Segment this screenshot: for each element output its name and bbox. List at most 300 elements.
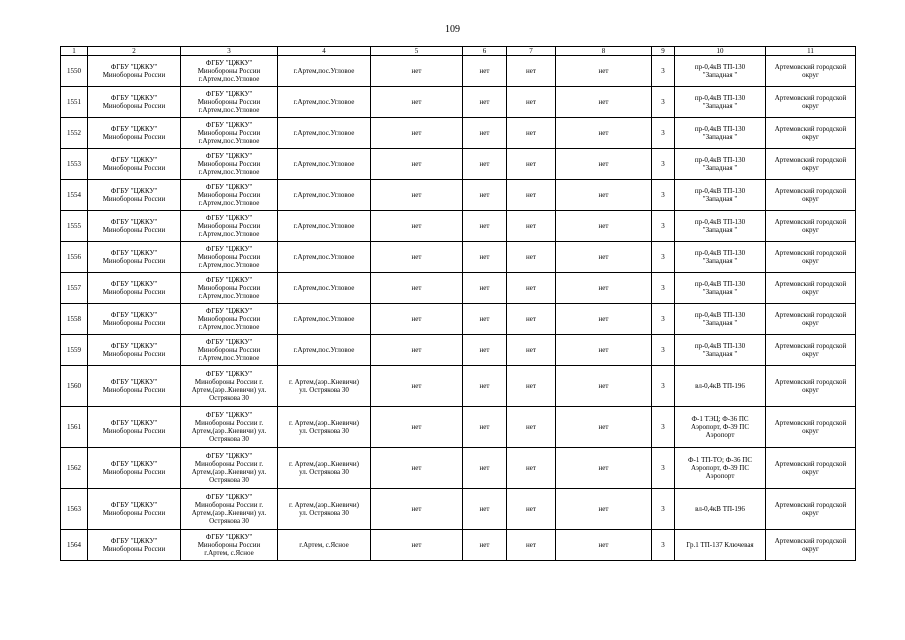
cell-owner (181, 304, 278, 335)
column-header: 1 (61, 47, 88, 56)
cell-col5: нет (371, 273, 463, 304)
cell-col6: нет (463, 118, 507, 149)
cell-col5: нет (371, 87, 463, 118)
table-row (61, 530, 856, 561)
cell-col8: нет (556, 180, 652, 211)
cell-address (278, 211, 371, 242)
cell-col7: нет (507, 489, 556, 530)
cell-owner-line: ФГБУ "ЦЖКУ" (205, 121, 253, 129)
cell-col7: нет (507, 87, 556, 118)
cell-organization-line: ФГБУ "ЦЖКУ" (110, 501, 158, 509)
cell-organization (88, 304, 181, 335)
cell-organization-line: Минобороны России (102, 468, 166, 476)
cell-owner (181, 335, 278, 366)
cell-organization-line: Минобороны России (102, 71, 166, 79)
cell-district-line: округ (802, 195, 819, 203)
cell-power-line (675, 87, 766, 118)
cell-owner-line: Минобороны России (197, 160, 261, 168)
cell-power-line (675, 273, 766, 304)
cell-owner-line: Минобороны России (197, 98, 261, 106)
cell-power-line-line: "Западная " (702, 226, 738, 234)
cell-power-line-line: "Западная " (702, 164, 738, 172)
cell-organization-line: ФГБУ "ЦЖКУ" (110, 311, 158, 319)
cell-owner-line: г.Артем,пос.Угловое (198, 75, 260, 83)
cell-address-line: г.Артем,пос.Угловое (293, 160, 355, 168)
cell-owner-line: Минобороны России (197, 253, 261, 261)
cell-organization-line: ФГБУ "ЦЖКУ" (110, 280, 158, 288)
cell-address (278, 530, 371, 561)
cell-district-line: округ (802, 164, 819, 172)
cell-power-line (675, 530, 766, 561)
cell-address-line: г.Артем, с.Ясное (299, 541, 349, 549)
cell-owner-line: ФГБУ "ЦЖКУ" (205, 90, 253, 98)
column-header: 4 (278, 47, 371, 56)
cell-organization (88, 149, 181, 180)
cell-address-line: ул. Острякова 30 (299, 468, 349, 476)
cell-number: 1554 (61, 180, 88, 211)
cell-district-line: Артемовский городской (774, 125, 847, 133)
cell-organization-line: Минобороны России (102, 319, 166, 327)
cell-col8: нет (556, 242, 652, 273)
cell-number: 1556 (61, 242, 88, 273)
cell-col7: нет (507, 273, 556, 304)
cell-owner-line: г.Артем,пос.Угловое (198, 292, 260, 300)
cell-owner-line: г.Артем,пос.Угловое (198, 168, 260, 176)
cell-power-line (675, 448, 766, 489)
cell-district-line: Артемовский городской (774, 280, 847, 288)
cell-number: 1560 (61, 366, 88, 407)
cell-col6: нет (463, 366, 507, 407)
table-row (61, 335, 856, 366)
cell-owner-line: Минобороны России (197, 129, 261, 137)
cell-owner-line: Острякова 30 (209, 517, 249, 525)
cell-address-line: ул. Острякова 30 (299, 386, 349, 394)
cell-owner (181, 242, 278, 273)
cell-organization-line: ФГБУ "ЦЖКУ" (110, 156, 158, 164)
cell-power-line-line: пр-0,4кВ ТП-130 (694, 249, 746, 257)
cell-organization (88, 335, 181, 366)
cell-col7: нет (507, 366, 556, 407)
cell-power-line-line: "Западная " (702, 195, 738, 203)
cell-owner-line: г.Артем,пос.Угловое (198, 261, 260, 269)
column-header: 6 (463, 47, 507, 56)
cell-power-line-line: Аэропорт, Ф-39 ПС (690, 423, 750, 431)
cell-owner-line: Острякова 30 (209, 476, 249, 484)
cell-address (278, 87, 371, 118)
cell-col9: 3 (652, 448, 675, 489)
cell-owner (181, 56, 278, 87)
cell-district-line: Артемовский городской (774, 63, 847, 71)
cell-power-line-line: пр-0,4кВ ТП-130 (694, 280, 746, 288)
cell-col5: нет (371, 180, 463, 211)
cell-col8: нет (556, 448, 652, 489)
table-body (61, 56, 856, 561)
cell-number: 1564 (61, 530, 88, 561)
cell-owner-line: ФГБУ "ЦЖКУ" (205, 276, 253, 284)
cell-power-line-line: вл-0,4кВ ТП-196 (695, 505, 745, 513)
cell-district (766, 304, 856, 335)
cell-district (766, 448, 856, 489)
header-row (61, 47, 856, 56)
cell-district (766, 87, 856, 118)
cell-organization (88, 530, 181, 561)
cell-organization-line: ФГБУ "ЦЖКУ" (110, 63, 158, 71)
cell-col9: 3 (652, 366, 675, 407)
cell-power-line (675, 56, 766, 87)
cell-organization (88, 118, 181, 149)
cell-organization-line: ФГБУ "ЦЖКУ" (110, 419, 158, 427)
cell-address (278, 407, 371, 448)
cell-address-line: г. Артем,(аэр..Кневичи) (288, 501, 359, 509)
cell-power-line-line: "Западная " (702, 133, 738, 141)
cell-col9: 3 (652, 304, 675, 335)
cell-col7: нет (507, 211, 556, 242)
cell-power-line (675, 366, 766, 407)
cell-owner-line: г.Артем,пос.Угловое (198, 354, 260, 362)
cell-organization (88, 489, 181, 530)
cell-organization-line: Минобороны России (102, 545, 166, 553)
column-header: 3 (181, 47, 278, 56)
cell-district-line: округ (802, 226, 819, 234)
cell-owner-line: Минобороны России г. (194, 460, 264, 468)
cell-power-line (675, 211, 766, 242)
cell-address-line: ул. Острякова 30 (299, 509, 349, 517)
table-row (61, 407, 856, 448)
cell-col6: нет (463, 180, 507, 211)
cell-owner-line: Минобороны России (197, 315, 261, 323)
cell-col7: нет (507, 448, 556, 489)
cell-col8: нет (556, 489, 652, 530)
cell-col7: нет (507, 304, 556, 335)
cell-col9: 3 (652, 489, 675, 530)
cell-district-line: округ (802, 133, 819, 141)
cell-col8: нет (556, 149, 652, 180)
cell-district-line: округ (802, 257, 819, 265)
cell-owner (181, 149, 278, 180)
cell-owner-line: Минобороны России (197, 284, 261, 292)
cell-col5: нет (371, 448, 463, 489)
cell-district-line: Артемовский городской (774, 249, 847, 257)
cell-organization-line: Минобороны России (102, 257, 166, 265)
cell-address (278, 489, 371, 530)
cell-organization-line: ФГБУ "ЦЖКУ" (110, 218, 158, 226)
cell-district-line: Артемовский городской (774, 311, 847, 319)
cell-district-line: Артемовский городской (774, 460, 847, 468)
cell-district (766, 242, 856, 273)
table-row (61, 87, 856, 118)
cell-address (278, 335, 371, 366)
table-row (61, 211, 856, 242)
cell-owner (181, 448, 278, 489)
cell-district-line: Артемовский городской (774, 187, 847, 195)
cell-organization-line: Минобороны России (102, 509, 166, 517)
cell-organization-line: Минобороны России (102, 195, 166, 203)
cell-owner-line: Минобороны России (197, 191, 261, 199)
cell-col5: нет (371, 211, 463, 242)
cell-district (766, 335, 856, 366)
cell-address (278, 56, 371, 87)
cell-organization-line: ФГБУ "ЦЖКУ" (110, 94, 158, 102)
cell-district-line: округ (802, 102, 819, 110)
cell-address (278, 273, 371, 304)
cell-organization (88, 366, 181, 407)
cell-power-line (675, 489, 766, 530)
cell-organization (88, 87, 181, 118)
cell-col9: 3 (652, 273, 675, 304)
cell-owner-line: ФГБУ "ЦЖКУ" (205, 245, 253, 253)
table-row (61, 448, 856, 489)
cell-district-line: Артемовский городской (774, 94, 847, 102)
cell-owner-line: Острякова 30 (209, 435, 249, 443)
cell-organization-line: ФГБУ "ЦЖКУ" (110, 249, 158, 257)
cell-power-line-line: Ф-1 ТЭЦ; Ф-36 ПС (691, 415, 749, 423)
cell-owner-line: г.Артем,пос.Угловое (198, 106, 260, 114)
cell-power-line-line: Гр.1 ТП-137 Ключевая (686, 541, 754, 549)
cell-district-line: округ (802, 509, 819, 517)
column-header: 8 (556, 47, 652, 56)
cell-col9: 3 (652, 335, 675, 366)
cell-power-line-line: "Западная " (702, 102, 738, 110)
cell-owner-line: Минобороны России (197, 541, 261, 549)
cell-address (278, 180, 371, 211)
cell-owner-line: г.Артем, с.Ясное (204, 549, 254, 557)
cell-power-line-line: Ф-1 ТП-ТО; Ф-36 ПС (687, 456, 753, 464)
column-header: 2 (88, 47, 181, 56)
cell-power-line-line: пр-0,4кВ ТП-130 (694, 187, 746, 195)
cell-power-line-line: пр-0,4кВ ТП-130 (694, 63, 746, 71)
cell-address (278, 149, 371, 180)
cell-number: 1550 (61, 56, 88, 87)
cell-col8: нет (556, 273, 652, 304)
cell-organization-line: Минобороны России (102, 427, 166, 435)
table-row (61, 180, 856, 211)
cell-organization-line: Минобороны России (102, 226, 166, 234)
column-header: 10 (675, 47, 766, 56)
cell-owner-line: Минобороны России (197, 67, 261, 75)
cell-number: 1558 (61, 304, 88, 335)
cell-organization (88, 273, 181, 304)
cell-address-line: г. Артем,(аэр..Кневичи) (288, 419, 359, 427)
table-row (61, 118, 856, 149)
cell-col8: нет (556, 407, 652, 448)
cell-district-line: Артемовский городской (774, 156, 847, 164)
cell-col7: нет (507, 242, 556, 273)
cell-district-line: Артемовский городской (774, 501, 847, 509)
cell-district-line: округ (802, 545, 819, 553)
cell-col6: нет (463, 407, 507, 448)
table-row (61, 56, 856, 87)
cell-col9: 3 (652, 407, 675, 448)
cell-owner-line: ФГБУ "ЦЖКУ" (205, 370, 253, 378)
cell-col6: нет (463, 242, 507, 273)
cell-col6: нет (463, 211, 507, 242)
cell-power-line-line: пр-0,4кВ ТП-130 (694, 218, 746, 226)
cell-organization-line: Минобороны России (102, 350, 166, 358)
cell-col9: 3 (652, 87, 675, 118)
cell-organization-line: Минобороны России (102, 288, 166, 296)
cell-col5: нет (371, 366, 463, 407)
cell-organization (88, 180, 181, 211)
cell-address-line: г.Артем,пос.Угловое (293, 222, 355, 230)
cell-address-line: г. Артем,(аэр..Кневичи) (288, 460, 359, 468)
cell-power-line-line: "Западная " (702, 71, 738, 79)
cell-owner-line: Артем,(аэр..Кневичи) ул. (191, 509, 267, 517)
cell-number: 1562 (61, 448, 88, 489)
cell-organization-line: ФГБУ "ЦЖКУ" (110, 125, 158, 133)
cell-owner (181, 180, 278, 211)
cell-col5: нет (371, 304, 463, 335)
cell-col8: нет (556, 56, 652, 87)
cell-organization (88, 211, 181, 242)
cell-power-line (675, 407, 766, 448)
cell-district (766, 180, 856, 211)
cell-organization (88, 56, 181, 87)
cell-owner-line: Минобороны России (197, 346, 261, 354)
cell-col9: 3 (652, 149, 675, 180)
cell-col5: нет (371, 242, 463, 273)
cell-number: 1551 (61, 87, 88, 118)
cell-district (766, 56, 856, 87)
cell-owner-line: г.Артем,пос.Угловое (198, 137, 260, 145)
cell-district (766, 407, 856, 448)
cell-owner-line: ФГБУ "ЦЖКУ" (205, 59, 253, 67)
column-header: 9 (652, 47, 675, 56)
cell-owner-line: Артем,(аэр..Кневичи) ул. (191, 468, 267, 476)
cell-organization-line: ФГБУ "ЦЖКУ" (110, 537, 158, 545)
cell-power-line (675, 180, 766, 211)
cell-col6: нет (463, 304, 507, 335)
cell-address (278, 304, 371, 335)
cell-number: 1559 (61, 335, 88, 366)
cell-address (278, 118, 371, 149)
cell-power-line (675, 304, 766, 335)
table-row (61, 149, 856, 180)
cell-owner-line: г.Артем,пос.Угловое (198, 199, 260, 207)
cell-power-line-line: "Западная " (702, 257, 738, 265)
cell-district-line: Артемовский городской (774, 218, 847, 226)
cell-col7: нет (507, 180, 556, 211)
table-row (61, 489, 856, 530)
cell-owner-line: Артем,(аэр..Кневичи) ул. (191, 427, 267, 435)
cell-owner (181, 87, 278, 118)
cell-address-line: г.Артем,пос.Угловое (293, 67, 355, 75)
cell-organization-line: Минобороны России (102, 133, 166, 141)
cell-col5: нет (371, 335, 463, 366)
cell-district-line: округ (802, 288, 819, 296)
cell-owner (181, 273, 278, 304)
cell-owner-line: Артем,(аэр..Кневичи) ул. (191, 386, 267, 394)
cell-col9: 3 (652, 242, 675, 273)
cell-power-line-line: Аэропорт (705, 472, 735, 480)
cell-col6: нет (463, 149, 507, 180)
cell-col9: 3 (652, 180, 675, 211)
cell-district (766, 118, 856, 149)
page-number: 109 (445, 24, 460, 35)
cell-district (766, 211, 856, 242)
cell-owner-line: ФГБУ "ЦЖКУ" (205, 493, 253, 501)
cell-owner (181, 489, 278, 530)
cell-col5: нет (371, 56, 463, 87)
cell-owner-line: Острякова 30 (209, 394, 249, 402)
cell-power-line-line: "Западная " (702, 350, 738, 358)
cell-owner (181, 118, 278, 149)
cell-address-line: г.Артем,пос.Угловое (293, 346, 355, 354)
cell-owner-line: г.Артем,пос.Угловое (198, 323, 260, 331)
cell-district-line: Артемовский городской (774, 342, 847, 350)
cell-district-line: округ (802, 427, 819, 435)
cell-owner-line: ФГБУ "ЦЖКУ" (205, 183, 253, 191)
cell-owner-line: Минобороны России г. (194, 419, 264, 427)
cell-address-line: ул. Острякова 30 (299, 427, 349, 435)
cell-organization-line: Минобороны России (102, 164, 166, 172)
cell-district-line: Артемовский городской (774, 378, 847, 386)
cell-district-line: округ (802, 468, 819, 476)
cell-col8: нет (556, 335, 652, 366)
cell-address (278, 448, 371, 489)
cell-organization (88, 242, 181, 273)
cell-district-line: округ (802, 71, 819, 79)
cell-col9: 3 (652, 530, 675, 561)
registry-table (60, 46, 856, 561)
cell-power-line-line: вл-0,4кВ ТП-196 (695, 382, 745, 390)
cell-organization (88, 407, 181, 448)
cell-col9: 3 (652, 118, 675, 149)
cell-district (766, 489, 856, 530)
cell-number: 1553 (61, 149, 88, 180)
table-row (61, 242, 856, 273)
cell-col6: нет (463, 448, 507, 489)
cell-owner-line: ФГБУ "ЦЖКУ" (205, 452, 253, 460)
cell-owner-line: ФГБУ "ЦЖКУ" (205, 338, 253, 346)
cell-col6: нет (463, 489, 507, 530)
cell-address-line: г.Артем,пос.Угловое (293, 98, 355, 106)
cell-organization-line: ФГБУ "ЦЖКУ" (110, 187, 158, 195)
cell-address (278, 366, 371, 407)
table-row (61, 366, 856, 407)
cell-owner-line: ФГБУ "ЦЖКУ" (205, 307, 253, 315)
cell-power-line-line: пр-0,4кВ ТП-130 (694, 342, 746, 350)
cell-district (766, 366, 856, 407)
cell-number: 1557 (61, 273, 88, 304)
cell-col9: 3 (652, 211, 675, 242)
cell-district (766, 273, 856, 304)
cell-col7: нет (507, 118, 556, 149)
cell-col8: нет (556, 118, 652, 149)
cell-address-line: г.Артем,пос.Угловое (293, 284, 355, 292)
cell-district (766, 149, 856, 180)
cell-col6: нет (463, 530, 507, 561)
cell-col6: нет (463, 335, 507, 366)
cell-owner (181, 366, 278, 407)
cell-col8: нет (556, 87, 652, 118)
cell-district-line: округ (802, 319, 819, 327)
cell-col7: нет (507, 335, 556, 366)
cell-col5: нет (371, 149, 463, 180)
cell-owner (181, 407, 278, 448)
cell-district-line: Артемовский городской (774, 419, 847, 427)
cell-organization-line: Минобороны России (102, 102, 166, 110)
cell-power-line (675, 118, 766, 149)
cell-col7: нет (507, 56, 556, 87)
cell-col6: нет (463, 273, 507, 304)
column-header: 11 (766, 47, 856, 56)
cell-owner (181, 211, 278, 242)
cell-col6: нет (463, 87, 507, 118)
table-row (61, 273, 856, 304)
cell-col8: нет (556, 304, 652, 335)
cell-organization-line: ФГБУ "ЦЖКУ" (110, 460, 158, 468)
cell-power-line-line: Аэропорт, Ф-39 ПС (690, 464, 750, 472)
